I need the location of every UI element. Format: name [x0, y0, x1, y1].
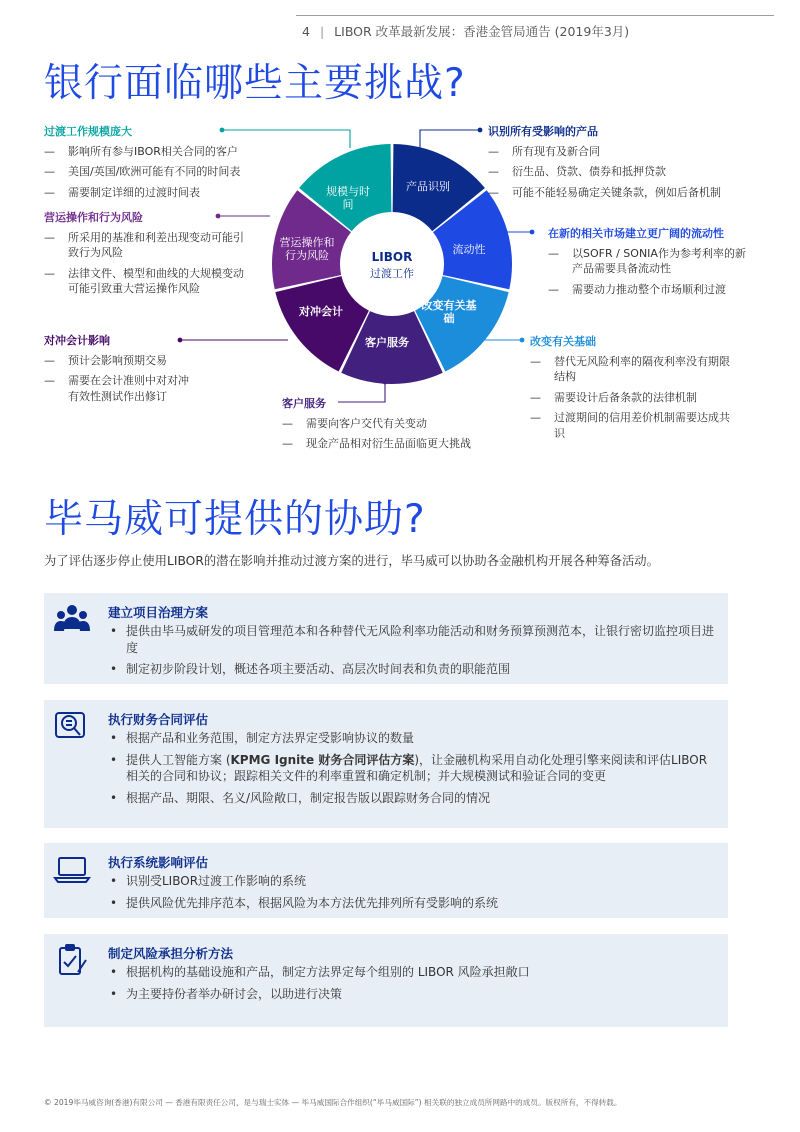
callout-client	[282, 396, 482, 457]
wheel-center-line1: LIBOR	[371, 250, 413, 264]
service-item: • 根据产品、期限、名义/风险敞口，制定报告版以跟踪财务合同的情况	[108, 790, 714, 807]
service-title: 执行财务合同评估	[108, 712, 209, 727]
callout-item: — 所有现有及新合同	[488, 144, 734, 160]
callout-title: 对冲会计影响	[44, 334, 110, 347]
service-box-risk-exposure	[44, 934, 728, 1027]
callout-title: 识别所有受影响的产品	[488, 125, 598, 138]
callout-item: — 需要设计后备条款的法律机制	[530, 390, 730, 406]
callout-item: — 衍生品、贷款、债券和抵押贷款	[488, 164, 734, 180]
service-box-governance	[44, 593, 728, 684]
service-title: 执行系统影响评估	[108, 855, 209, 870]
callout-item: — 法律文件、模型和曲线的大规模变动可能引致重大营运操作风险	[44, 266, 252, 297]
callout-title: 过渡工作规模庞大	[44, 125, 132, 138]
callout-item: — 替代无风险利率的隔夜利率没有期限结构	[530, 354, 730, 385]
section-title-assistance: 毕马威可提供的协助?	[44, 497, 426, 542]
callout-item: — 现金产品相对衍生品面临更大挑战	[282, 436, 482, 452]
section-title-challenges: 银行面临哪些主要挑战?	[44, 61, 466, 106]
callout-ops	[44, 210, 252, 302]
callout-title: 在新的相关市场建立更广阔的流动性	[548, 227, 724, 240]
callout-products	[488, 124, 734, 205]
segment-label-scale-time: 规模与时间	[326, 185, 370, 211]
callout-item: — 预计会影响预期交易	[44, 353, 194, 369]
service-item: • 识别受LIBOR过渡工作影响的系统	[108, 873, 714, 890]
connector-dot-liquidity	[530, 230, 535, 235]
connector-dot-products	[478, 128, 483, 133]
callout-basis	[530, 334, 730, 446]
callout-item: — 美国/英国/欧洲可能有不同的时间表	[44, 164, 274, 180]
header-rule	[296, 15, 774, 16]
segment-label-basis-change: 改变有关基础	[421, 299, 477, 325]
callout-item: — 需要向客户交代有关变动	[282, 416, 482, 432]
callout-title: 改变有关基础	[530, 335, 596, 348]
service-item-text: )，让金融机构采用自动化处理引擎来阅读和评估LIBOR相关的合同和协议；跟踪相关文件的利率重置和确定机制；并大规模测试和验证合同的变更	[126, 752, 708, 783]
callout-item: — 需要在会计准则中对对冲有效性测试作出修订	[44, 373, 194, 404]
service-item: • 提供由毕马威研发的项目管理范本和各种替代无风险利率功能活动和财务预算预测范本，让银行密切监控项目进度	[108, 623, 714, 656]
callout-item: — 影响所有参与IBOR相关合同的客户	[44, 144, 274, 160]
callout-item: — 以SOFR / SONIA作为参考利率的新产品需要具备流动性	[548, 246, 748, 277]
page-number: 4	[302, 24, 310, 39]
connector-dot-basis	[520, 338, 525, 343]
service-item: • 提供风险优先排序范本，根据风险为本方法优先排列所有受影响的系统	[108, 895, 714, 912]
callout-item: — 可能不能轻易确定关键条款，例如后备机制	[488, 185, 734, 201]
header-separator: |	[319, 24, 325, 39]
service-item-text: 提供人工智能方案 (	[126, 752, 231, 767]
segment-label-hedge-accounting: 对冲会计	[299, 305, 343, 318]
callout-item: — 所采用的基准和利差出现变动可能引致行为风险	[44, 230, 252, 261]
callout-title: 客户服务	[282, 397, 326, 410]
clipboard-icon	[52, 942, 92, 978]
header-title: LIBOR 改革最新发展：香港金管局通告 (2019年3月)	[334, 24, 630, 39]
callout-scale	[44, 124, 274, 205]
service-title: 建立项目治理方案	[108, 605, 209, 620]
service-item	[108, 752, 714, 785]
segment-label-client-service: 客户服务	[365, 336, 409, 349]
document-review-icon	[52, 708, 92, 744]
callout-liquidity	[548, 226, 748, 302]
page-header	[302, 22, 629, 40]
callout-hedge	[44, 333, 194, 409]
segment-label-liquidity: 流动性	[452, 243, 486, 256]
service-title: 制定风险承担分析方法	[108, 946, 234, 961]
service-item: • 根据产品和业务范围，制定方法界定受影响协议的数量	[108, 730, 714, 747]
people-icon	[52, 601, 92, 637]
segment-label-ops-risk: 营运操作和行为风险	[279, 236, 335, 262]
callout-item: — 过渡期间的信用差价机制需要达成共识	[530, 410, 730, 441]
callout-item: — 需要动力推动整个市场顺利过渡	[548, 282, 748, 298]
service-item: • 为主要持份者举办研讨会，以助进行决策	[108, 986, 714, 1003]
section-intro: 为了评估逐步停止使用LIBOR的潜在影响并推动过渡方案的进行，毕马威可以协助各金融机构开展各种筹备活动。	[44, 554, 659, 568]
service-item-bold: KPMG Ignite 财务合同评估方案	[230, 752, 415, 767]
segment-label-product-id: 产品识别	[406, 180, 450, 193]
service-box-system-impact	[44, 843, 728, 918]
wheel-center-line2: 过渡工作	[370, 267, 414, 280]
callout-item: — 需要制定详细的过渡时间表	[44, 185, 274, 201]
callout-title: 营运操作和行为风险	[44, 211, 143, 224]
footer-copyright: © 2019毕马威咨询(香港)有限公司 — 香港有限责任公司，是与瑞士实体 — 毕马威国际合作组织(“毕马威国际”) 相关联的独立成员所网路中的成员。版权所有，不得转载。	[44, 1098, 622, 1107]
laptop-icon	[52, 851, 92, 887]
service-box-contract-review	[44, 700, 728, 828]
service-item: • 制定初步阶段计划，概述各项主要活动、高层次时间表和负责的职能范围	[108, 661, 714, 678]
service-item: • 根据机构的基础设施和产品，制定方法界定每个组别的 LIBOR 风险承担敞口	[108, 964, 714, 981]
